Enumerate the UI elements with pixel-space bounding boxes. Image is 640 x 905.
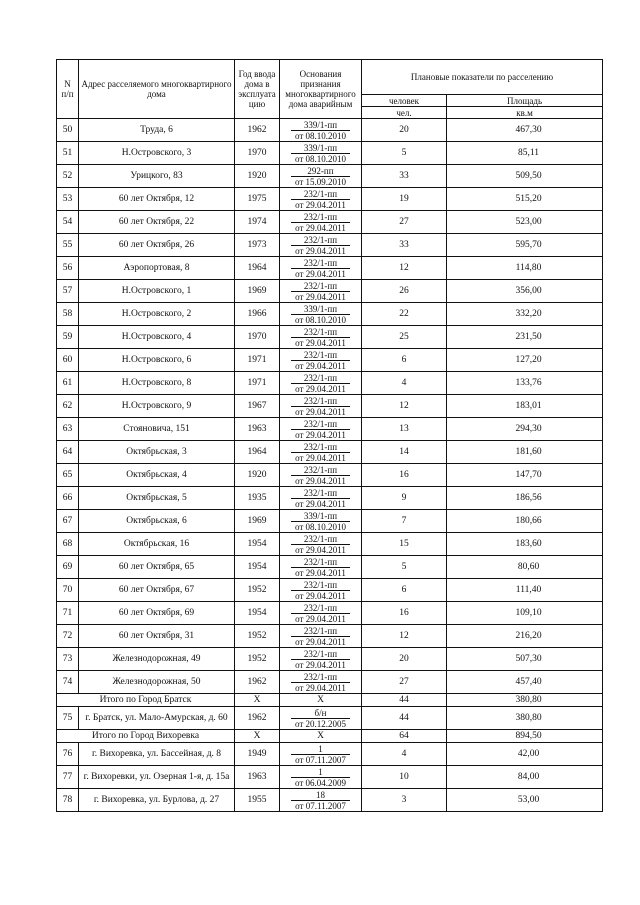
row-basis-date: от 29.04.2011 — [295, 383, 346, 394]
row-area: 186,56 — [447, 487, 603, 510]
row-people: 16 — [362, 464, 447, 487]
row-people: 33 — [362, 165, 447, 188]
total-basis: X — [280, 730, 362, 743]
total-people: 64 — [362, 730, 447, 743]
row-basis — [280, 464, 362, 487]
row-number: 57 — [57, 280, 79, 303]
row-number: 67 — [57, 510, 79, 533]
table-row — [57, 789, 603, 812]
row-address: Железнодорожная, 49 — [79, 648, 235, 671]
header-n: N п/п — [57, 60, 79, 119]
row-number: 60 — [57, 349, 79, 372]
row-year: 1970 — [235, 142, 280, 165]
row-basis-date: от 29.04.2011 — [295, 475, 346, 486]
row-area: 231,50 — [447, 326, 603, 349]
row-basis-doc: 1 — [291, 767, 350, 778]
row-people: 22 — [362, 303, 447, 326]
row-number: 54 — [57, 211, 79, 234]
row-basis-doc: 232/1-пп — [291, 672, 350, 683]
row-basis — [280, 372, 362, 395]
row-year: 1962 — [235, 119, 280, 142]
row-basis-doc: 232/1-пп — [291, 465, 350, 476]
row-basis-doc: 232/1-пп — [291, 557, 350, 568]
row-basis — [280, 188, 362, 211]
row-basis-doc: 232/1-пп — [291, 419, 350, 430]
row-basis-doc: 232/1-пп — [291, 396, 350, 407]
row-number: 61 — [57, 372, 79, 395]
row-area: 457,40 — [447, 671, 603, 694]
row-area: 356,00 — [447, 280, 603, 303]
row-people: 7 — [362, 510, 447, 533]
row-basis-date: от 20.12.2005 — [294, 718, 347, 729]
row-basis-doc: 339/1-пп — [291, 143, 350, 154]
row-year: 1952 — [235, 648, 280, 671]
row-area: 147,70 — [447, 464, 603, 487]
row-basis-doc: 232/1-пп — [291, 258, 350, 269]
row-basis-doc: 232/1-пп — [291, 534, 350, 545]
header-area: Площадь — [447, 95, 603, 107]
row-year: 1920 — [235, 165, 280, 188]
table-row — [57, 395, 603, 418]
row-address: Железнодорожная, 50 — [79, 671, 235, 694]
row-address: 60 лет Октября, 22 — [79, 211, 235, 234]
row-basis — [280, 556, 362, 579]
row-area: 294,30 — [447, 418, 603, 441]
table-row — [57, 707, 603, 730]
row-area: 467,30 — [447, 119, 603, 142]
row-area: 85,11 — [447, 142, 603, 165]
row-basis-date: от 29.04.2011 — [295, 360, 346, 371]
table-row — [57, 625, 603, 648]
row-people: 44 — [362, 707, 447, 730]
row-number: 64 — [57, 441, 79, 464]
row-year: 1963 — [235, 766, 280, 789]
row-basis-date: от 29.04.2011 — [295, 498, 346, 509]
table-row — [57, 119, 603, 142]
row-address: Труда, 6 — [79, 119, 235, 142]
row-basis — [280, 280, 362, 303]
row-basis-doc: 232/1-пп — [291, 373, 350, 384]
row-year: 1963 — [235, 418, 280, 441]
row-basis — [280, 441, 362, 464]
row-number: 77 — [57, 766, 79, 789]
table-row — [57, 556, 603, 579]
row-number: 72 — [57, 625, 79, 648]
row-area: 133,76 — [447, 372, 603, 395]
row-year: 1964 — [235, 441, 280, 464]
table-row — [57, 188, 603, 211]
row-address: Урицкого, 83 — [79, 165, 235, 188]
table-row — [57, 743, 603, 766]
row-area: 127,20 — [447, 349, 603, 372]
table-row — [57, 579, 603, 602]
row-basis — [280, 487, 362, 510]
row-number: 74 — [57, 671, 79, 694]
row-address: Октябрьская, 3 — [79, 441, 235, 464]
row-basis-doc: 232/1-пп — [291, 350, 350, 361]
row-area: 84,00 — [447, 766, 603, 789]
row-area: 183,60 — [447, 533, 603, 556]
row-basis-doc: 18 — [291, 790, 350, 801]
row-people: 4 — [362, 372, 447, 395]
row-number: 52 — [57, 165, 79, 188]
total-people: 44 — [362, 694, 447, 707]
row-basis-date: от 29.04.2011 — [295, 659, 346, 670]
table-row — [57, 766, 603, 789]
table-header — [57, 60, 603, 119]
row-basis — [280, 165, 362, 188]
row-address: 60 лет Октября, 12 — [79, 188, 235, 211]
row-year: 1955 — [235, 789, 280, 812]
row-people: 5 — [362, 556, 447, 579]
row-area: 523,00 — [447, 211, 603, 234]
row-basis — [280, 303, 362, 326]
row-area: 380,80 — [447, 707, 603, 730]
row-year: 1962 — [235, 671, 280, 694]
row-people: 13 — [362, 418, 447, 441]
table-row — [57, 533, 603, 556]
row-year: 1920 — [235, 464, 280, 487]
row-number: 70 — [57, 579, 79, 602]
row-basis-doc: 232/1-пп — [291, 580, 350, 591]
table-row — [57, 280, 603, 303]
row-basis-doc: 292-пп — [291, 166, 350, 177]
row-basis — [280, 119, 362, 142]
row-number: 62 — [57, 395, 79, 418]
row-people: 33 — [362, 234, 447, 257]
row-people: 5 — [362, 142, 447, 165]
row-basis-date: от 29.04.2011 — [295, 567, 346, 578]
table-row — [57, 510, 603, 533]
total-area: 380,80 — [447, 694, 603, 707]
row-basis — [280, 211, 362, 234]
row-address: 60 лет Октября, 31 — [79, 625, 235, 648]
total-row-bratsk — [57, 694, 603, 707]
row-basis-doc: 232/1-пп — [291, 649, 350, 660]
row-address: г. Вихоревка, ул. Бурлова, д. 27 — [79, 789, 235, 812]
row-area: 216,20 — [447, 625, 603, 648]
row-people: 14 — [362, 441, 447, 464]
row-address: Аэропортовая, 8 — [79, 257, 235, 280]
row-basis-doc: 232/1-пп — [291, 488, 350, 499]
row-basis — [280, 579, 362, 602]
row-basis — [280, 533, 362, 556]
table-row — [57, 648, 603, 671]
row-area: 180,66 — [447, 510, 603, 533]
row-address: Н.Островского, 6 — [79, 349, 235, 372]
row-basis — [280, 766, 362, 789]
row-address: Н.Островского, 3 — [79, 142, 235, 165]
row-basis-doc: 232/1-пп — [291, 327, 350, 338]
row-number: 68 — [57, 533, 79, 556]
row-basis-date: от 07.11.2007 — [295, 800, 346, 811]
table-row — [57, 441, 603, 464]
row-address: Октябрьская, 6 — [79, 510, 235, 533]
row-basis-date: от 08.10.2010 — [294, 130, 347, 141]
row-year: 1974 — [235, 211, 280, 234]
row-number: 75 — [57, 707, 79, 730]
row-basis — [280, 257, 362, 280]
total-basis: X — [280, 694, 362, 707]
row-basis-doc: 232/1-пп — [291, 212, 350, 223]
row-address: 60 лет Октября, 26 — [79, 234, 235, 257]
header-year: Год ввода дома в эксплуата цию — [235, 60, 280, 119]
row-basis-doc: 339/1-пп — [291, 120, 350, 131]
row-basis-date: от 29.04.2011 — [295, 222, 346, 233]
row-year: 1969 — [235, 280, 280, 303]
row-year: 1966 — [235, 303, 280, 326]
row-year: 1935 — [235, 487, 280, 510]
row-people: 20 — [362, 648, 447, 671]
table-body — [57, 119, 603, 812]
table-row — [57, 165, 603, 188]
row-people: 20 — [362, 119, 447, 142]
table-row — [57, 234, 603, 257]
table-row — [57, 671, 603, 694]
table-row — [57, 211, 603, 234]
row-basis-date: от 29.04.2011 — [295, 636, 346, 647]
row-basis-doc: 232/1-пп — [291, 603, 350, 614]
row-area: 332,20 — [447, 303, 603, 326]
row-area: 181,60 — [447, 441, 603, 464]
row-basis-date: от 29.04.2011 — [295, 406, 346, 417]
row-number: 65 — [57, 464, 79, 487]
row-basis-date: от 15.09.2010 — [294, 176, 347, 187]
row-number: 78 — [57, 789, 79, 812]
row-year: 1952 — [235, 625, 280, 648]
row-area: 109,10 — [447, 602, 603, 625]
row-address: 60 лет Октября, 69 — [79, 602, 235, 625]
row-number: 66 — [57, 487, 79, 510]
row-area: 114,80 — [447, 257, 603, 280]
row-year: 1970 — [235, 326, 280, 349]
row-basis — [280, 707, 362, 730]
row-year: 1952 — [235, 579, 280, 602]
header-people-unit: чел. — [362, 107, 447, 119]
row-people: 26 — [362, 280, 447, 303]
total-label: Итого по Город Вихоревка — [57, 730, 235, 743]
row-basis-doc: 339/1-пп — [291, 511, 350, 522]
row-area: 53,00 — [447, 789, 603, 812]
table-row — [57, 142, 603, 165]
total-label: Итого по Город Братск — [57, 694, 235, 707]
row-basis-doc: 339/1-пп — [291, 304, 350, 315]
row-basis-date: от 29.04.2011 — [295, 245, 346, 256]
row-year: 1954 — [235, 602, 280, 625]
row-area: 111,40 — [447, 579, 603, 602]
row-basis — [280, 326, 362, 349]
row-address: Н.Островского, 8 — [79, 372, 235, 395]
header-basis: Основания признания многоквартирного дома аварийным — [280, 60, 362, 119]
total-year: X — [235, 694, 280, 707]
table-row — [57, 602, 603, 625]
row-people: 12 — [362, 625, 447, 648]
row-address: 60 лет Октября, 67 — [79, 579, 235, 602]
row-number: 53 — [57, 188, 79, 211]
row-basis — [280, 395, 362, 418]
row-year: 1969 — [235, 510, 280, 533]
row-basis-date: от 29.04.2011 — [295, 337, 346, 348]
row-basis-date: от 29.04.2011 — [295, 613, 346, 624]
row-area: 507,30 — [447, 648, 603, 671]
row-people: 16 — [362, 602, 447, 625]
total-area: 894,50 — [447, 730, 603, 743]
row-number: 55 — [57, 234, 79, 257]
header-people: человек — [362, 95, 447, 107]
row-basis — [280, 510, 362, 533]
row-address: г. Братск, ул. Мало-Амурская, д. 60 — [79, 707, 235, 730]
row-address: Стояновича, 151 — [79, 418, 235, 441]
row-basis — [280, 625, 362, 648]
row-basis — [280, 602, 362, 625]
row-basis-doc: 232/1-пп — [291, 281, 350, 292]
row-area: 183,01 — [447, 395, 603, 418]
row-address: Н.Островского, 9 — [79, 395, 235, 418]
table-row — [57, 464, 603, 487]
row-basis — [280, 789, 362, 812]
row-basis-doc: 232/1-пп — [291, 442, 350, 453]
table-row — [57, 349, 603, 372]
row-basis-date: от 29.04.2011 — [295, 682, 346, 693]
total-row-vikhorevka — [57, 730, 603, 743]
row-number: 50 — [57, 119, 79, 142]
table-row — [57, 418, 603, 441]
row-people: 10 — [362, 766, 447, 789]
row-people: 19 — [362, 188, 447, 211]
row-year: 1973 — [235, 234, 280, 257]
row-area: 42,00 — [447, 743, 603, 766]
row-basis-date: от 29.04.2011 — [295, 429, 346, 440]
table-row — [57, 326, 603, 349]
row-address: г. Вихоревка, ул. Бассейная, д. 8 — [79, 743, 235, 766]
row-number: 59 — [57, 326, 79, 349]
resettlement-table — [56, 59, 603, 812]
row-people: 6 — [362, 579, 447, 602]
row-people: 15 — [362, 533, 447, 556]
row-year: 1962 — [235, 707, 280, 730]
row-address: г. Вихоревки, ул. Озерная 1-я, д. 15а — [79, 766, 235, 789]
row-basis-doc: 232/1-пп — [291, 235, 350, 246]
header-plan: Плановые показатели по расселению — [362, 60, 603, 95]
row-year: 1971 — [235, 349, 280, 372]
row-basis — [280, 418, 362, 441]
row-people: 27 — [362, 671, 447, 694]
row-address: Н.Островского, 2 — [79, 303, 235, 326]
row-number: 76 — [57, 743, 79, 766]
table-row — [57, 257, 603, 280]
row-number: 51 — [57, 142, 79, 165]
table-row — [57, 372, 603, 395]
total-year: X — [235, 730, 280, 743]
row-basis-doc: 1 — [291, 744, 350, 755]
header-address: Адрес расселяемого многоквартирного дома — [79, 60, 235, 119]
row-number: 63 — [57, 418, 79, 441]
row-basis-doc: 232/1-пп — [291, 626, 350, 637]
row-people: 27 — [362, 211, 447, 234]
row-basis-date: от 29.04.2011 — [295, 544, 346, 555]
row-people: 6 — [362, 349, 447, 372]
table-row — [57, 487, 603, 510]
row-address: Октябрьская, 16 — [79, 533, 235, 556]
row-people: 4 — [362, 743, 447, 766]
row-basis — [280, 671, 362, 694]
row-basis-date: от 29.04.2011 — [295, 199, 346, 210]
row-number: 69 — [57, 556, 79, 579]
row-people: 25 — [362, 326, 447, 349]
row-people: 12 — [362, 395, 447, 418]
header-area-unit: кв.м — [447, 107, 603, 119]
row-people: 3 — [362, 789, 447, 812]
row-basis-date: от 29.04.2011 — [295, 590, 346, 601]
row-basis — [280, 234, 362, 257]
row-number: 73 — [57, 648, 79, 671]
row-year: 1954 — [235, 556, 280, 579]
row-basis-date: от 08.10.2010 — [294, 314, 347, 325]
row-area: 509,50 — [447, 165, 603, 188]
row-area: 515,20 — [447, 188, 603, 211]
row-address: Октябрьская, 5 — [79, 487, 235, 510]
row-basis-date: от 08.10.2010 — [294, 521, 347, 532]
row-basis-date: от 29.04.2011 — [295, 268, 346, 279]
row-year: 1967 — [235, 395, 280, 418]
row-address: Октябрьская, 4 — [79, 464, 235, 487]
row-basis-date: от 29.04.2011 — [295, 291, 346, 302]
row-year: 1964 — [235, 257, 280, 280]
row-year: 1975 — [235, 188, 280, 211]
row-people: 12 — [362, 257, 447, 280]
row-area: 80,60 — [447, 556, 603, 579]
row-people: 9 — [362, 487, 447, 510]
row-address: Н.Островского, 1 — [79, 280, 235, 303]
row-basis — [280, 648, 362, 671]
row-number: 56 — [57, 257, 79, 280]
row-basis — [280, 142, 362, 165]
table-row — [57, 303, 603, 326]
row-year: 1954 — [235, 533, 280, 556]
row-address: Н.Островского, 4 — [79, 326, 235, 349]
row-basis-date: от 08.10.2010 — [294, 153, 347, 164]
row-basis-date: от 06.04.2009 — [294, 777, 347, 788]
row-year: 1949 — [235, 743, 280, 766]
row-basis-doc: 232/1-пп — [291, 189, 350, 200]
row-basis-date: от 07.11.2007 — [295, 754, 346, 765]
row-basis-date: от 29.04.2011 — [295, 452, 346, 463]
row-basis — [280, 743, 362, 766]
row-number: 71 — [57, 602, 79, 625]
row-area: 595,70 — [447, 234, 603, 257]
row-year: 1971 — [235, 372, 280, 395]
row-address: 60 лет Октября, 65 — [79, 556, 235, 579]
row-number: 58 — [57, 303, 79, 326]
row-basis-doc: б/н — [291, 708, 350, 719]
row-basis — [280, 349, 362, 372]
